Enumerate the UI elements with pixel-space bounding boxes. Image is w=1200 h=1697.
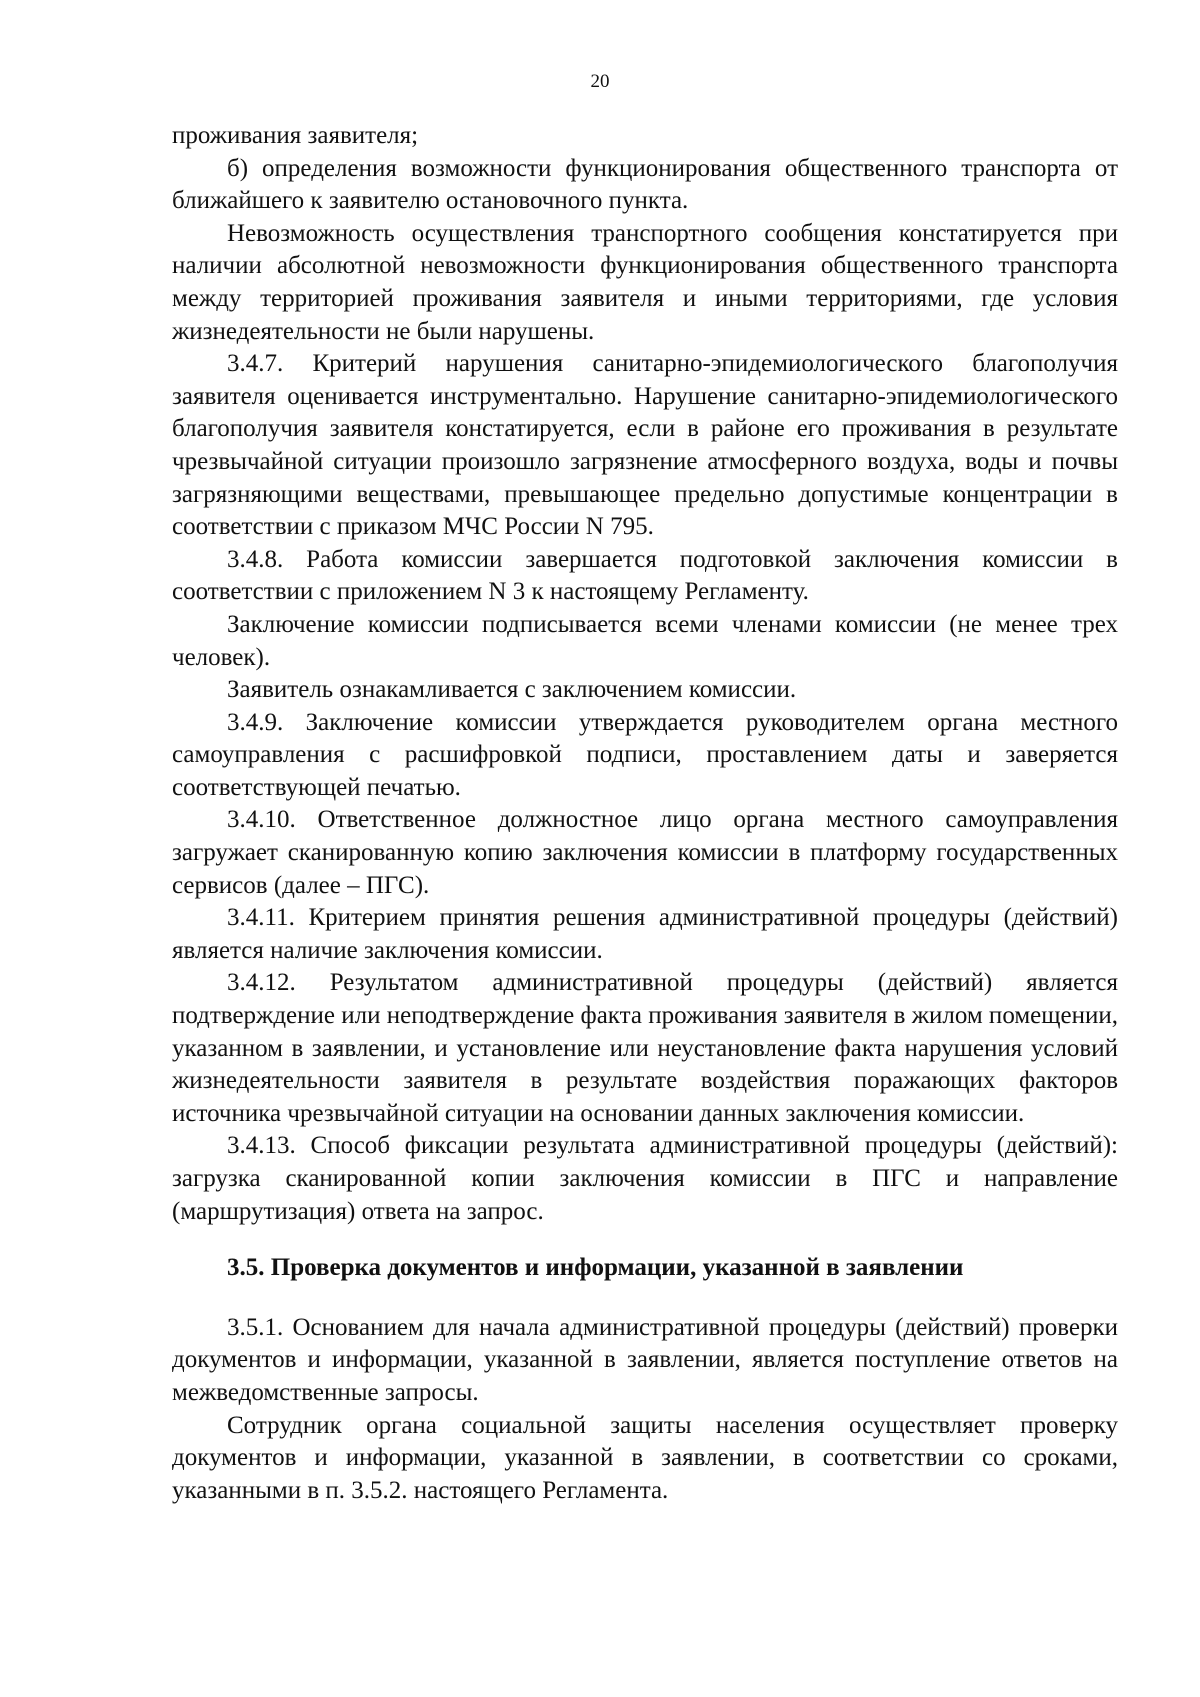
paragraph: проживания заявителя; — [172, 122, 419, 149]
paragraph: Сотрудник органа социальной защиты населения осуществляет проверку документов и информации, указанной в заявлении, в соответствии со сроками, указанными в п. 3.5.2. настоящего Регламента. — [172, 1411, 1118, 1504]
paragraph: 3.4.10. Ответственное должностное лицо органа местного самоуправления загружает сканированную копию заключения комиссии в платформу государственных сервисов (далее – ПГС). — [172, 806, 1118, 899]
paragraph: 3.4.9. Заключение комиссии утверждается руководителем органа местного самоуправления с расшифровкой подписи, проставлением даты и заверяется соответствующей печатью. — [172, 708, 1118, 801]
page-number: 20 — [590, 71, 610, 92]
paragraph: 3.4.11. Критерием принятия решения административной процедуры (действий) является наличие заключения комиссии. — [172, 904, 1118, 964]
paragraph: б) определения возможности функционирования общественного транспорта от ближайшего к заявителю остановочного пункта. — [172, 154, 1118, 215]
document-body — [172, 120, 1118, 1507]
section-heading: 3.5. Проверка документов и информации, указанной в заявлении — [227, 1254, 964, 1282]
paragraph: 3.4.8. Работа комиссии завершается подготовкой заключения комиссии в соответствии с приложением N 3 к настоящему Регламенту. — [172, 545, 1118, 606]
paragraph: Заключение комиссии подписывается всеми членами комиссии (не менее трех человек). — [172, 610, 1118, 671]
paragraph: Невозможность осуществления транспортного сообщения констатируется при наличии абсолютной невозможности функционирования общественного транспорта между территорией проживания заявителя и иными территориями, где условия жизнедеятельности не были нарушены. — [172, 219, 1118, 345]
paragraph: 3.4.13. Способ фиксации результата административной процедуры (действий): загрузка сканированной копии заключения комиссии в ПГС и направление (маршрутизация) ответа на запрос. — [172, 1132, 1118, 1225]
paragraph: 3.5.1. Основанием для начала административной процедуры (действий) проверки документов и информации, указанной в заявлении, является поступление ответов на межведомственные запросы. — [172, 1313, 1118, 1406]
paragraph: Заявитель ознакамливается с заключением комиссии. — [227, 676, 797, 704]
paragraph: 3.4.7. Критерий нарушения санитарно-эпидемиологического благополучия заявителя оценивается инструментально. Нарушение санитарно-эпидемиологического благополучия заявителя констатируется, если в районе его проживания в результате чрезвычайной ситуации произошло загрязнение атмосферного воздуха, воды и почвы загрязняющими веществами, превышающее предельно допустимые концентрации в соответствии с приказом МЧС России N 795. — [172, 350, 1118, 541]
paragraph: 3.4.12. Результатом административной процедуры (действий) является подтверждение или неподтверждение факта проживания заявителя в жилом помещении, указанном в заявлении, и установление или неустановление факта нарушения условий жизнедеятельности заявителя в результате воздействия поражающих факторов источника чрезвычайной ситуации на основании данных заключения комиссии. — [172, 969, 1118, 1127]
